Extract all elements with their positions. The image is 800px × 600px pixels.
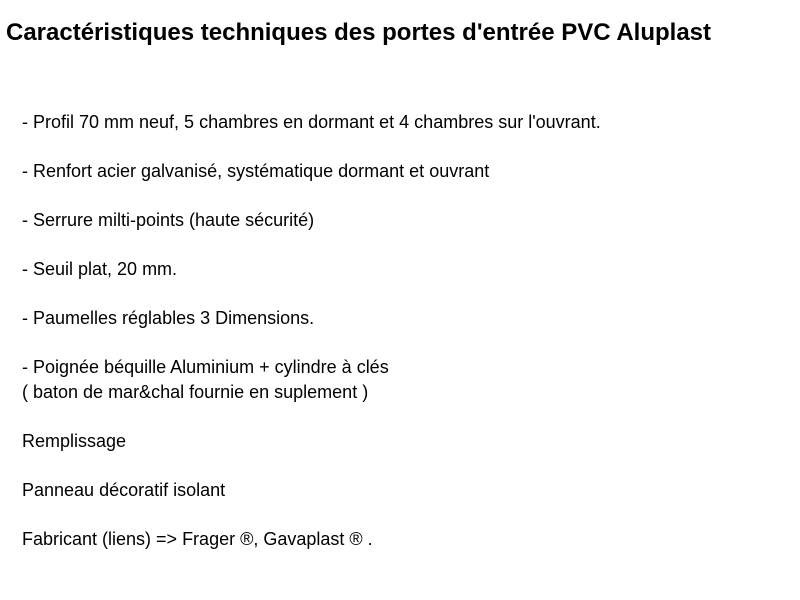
features-list [22, 110, 782, 576]
feature-poignee [22, 355, 782, 405]
panneau-text: Panneau décoratif isolant [22, 480, 226, 500]
page-title: Caractéristiques techniques des portes d'entrée PVC Aluplast [6, 19, 712, 46]
feature-seuil: - Seuil plat, 20 mm. [22, 259, 178, 279]
remplissage-heading: Remplissage [22, 431, 127, 451]
feature-poignee-note: ( baton de mar&chal fournie en suplement ) [22, 382, 369, 402]
feature-profil: - Profil 70 mm neuf, 5 chambres en dormant et 4 chambres sur l'ouvrant. [22, 112, 601, 132]
feature-renfort: - Renfort acier galvanisé, systématique dormant et ouvrant [22, 161, 490, 181]
fabricant-text: Fabricant (liens) => Frager ®, Gavaplast ® . [22, 529, 373, 549]
feature-poignee-line: - Poignée béquille Aluminium + cylindre à clés [22, 357, 389, 377]
feature-serrure: - Serrure milti-points (haute sécurité) [22, 210, 315, 230]
feature-paumelles: - Paumelles réglables 3 Dimensions. [22, 308, 315, 328]
